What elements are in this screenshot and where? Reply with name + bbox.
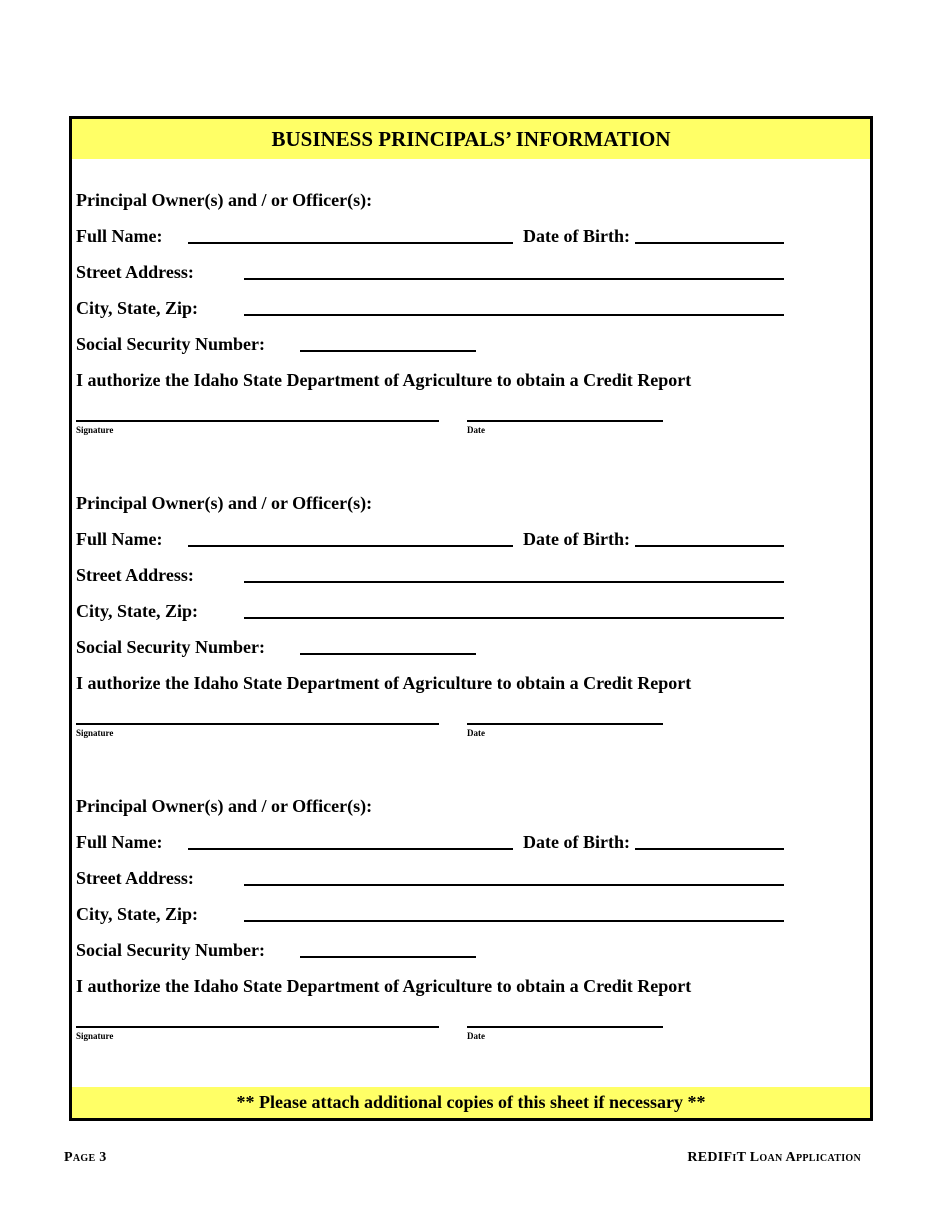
full-name-field[interactable] — [188, 242, 513, 244]
street-address-label: Street Address: — [76, 565, 194, 585]
city-state-zip-field[interactable] — [244, 314, 784, 316]
date-field[interactable] — [467, 420, 663, 422]
street-address-label: Street Address: — [76, 868, 194, 888]
city-state-zip-field[interactable] — [244, 617, 784, 619]
section-heading: Principal Owner(s) and / or Officer(s): — [76, 493, 373, 513]
city-state-zip-label: City, State, Zip: — [76, 601, 199, 621]
city-state-zip-field[interactable] — [244, 920, 784, 922]
date-caption: Date — [467, 1031, 485, 1041]
dob-label: Date of Birth: — [523, 832, 630, 852]
full-name-label: Full Name: — [76, 529, 163, 549]
full-name-field[interactable] — [188, 545, 513, 547]
full-name-field[interactable] — [188, 848, 513, 850]
signature-caption: Signature — [76, 1031, 114, 1041]
page-number: Page 3 — [64, 1150, 107, 1165]
principal-section-1 — [72, 182, 870, 472]
ssn-field[interactable] — [300, 956, 476, 958]
signature-field[interactable] — [76, 1026, 439, 1028]
city-state-zip-label: City, State, Zip: — [76, 904, 199, 924]
document-title: REDIFiT Loan Application — [687, 1150, 861, 1165]
principals-form — [69, 116, 873, 1121]
ssn-field[interactable] — [300, 653, 476, 655]
signature-field[interactable] — [76, 723, 439, 725]
street-address-field[interactable] — [244, 884, 784, 886]
street-address-field[interactable] — [244, 581, 784, 583]
signature-caption: Signature — [76, 425, 114, 435]
authorization-text: I authorize the Idaho State Department of Agriculture to obtain a Credit Report — [76, 976, 692, 996]
street-address-label: Street Address: — [76, 262, 194, 282]
signature-field[interactable] — [76, 420, 439, 422]
section-heading: Principal Owner(s) and / or Officer(s): — [76, 190, 373, 210]
principal-section-3 — [72, 788, 870, 1078]
form-title: BUSINESS PRINCIPALS’ INFORMATION — [72, 119, 870, 159]
street-address-field[interactable] — [244, 278, 784, 280]
section-heading: Principal Owner(s) and / or Officer(s): — [76, 796, 373, 816]
authorization-text: I authorize the Idaho State Department of Agriculture to obtain a Credit Report — [76, 673, 692, 693]
dob-field[interactable] — [635, 848, 784, 850]
dob-label: Date of Birth: — [523, 226, 630, 246]
ssn-label: Social Security Number: — [76, 940, 265, 960]
dob-field[interactable] — [635, 242, 784, 244]
footer-note: ** Please attach additional copies of this sheet if necessary ** — [72, 1087, 870, 1118]
city-state-zip-label: City, State, Zip: — [76, 298, 199, 318]
signature-caption: Signature — [76, 728, 114, 738]
ssn-field[interactable] — [300, 350, 476, 352]
principal-section-2 — [72, 485, 870, 775]
full-name-label: Full Name: — [76, 226, 163, 246]
date-caption: Date — [467, 425, 485, 435]
authorization-text: I authorize the Idaho State Department of Agriculture to obtain a Credit Report — [76, 370, 692, 390]
ssn-label: Social Security Number: — [76, 334, 265, 354]
date-field[interactable] — [467, 723, 663, 725]
date-caption: Date — [467, 728, 485, 738]
date-field[interactable] — [467, 1026, 663, 1028]
ssn-label: Social Security Number: — [76, 637, 265, 657]
full-name-label: Full Name: — [76, 832, 163, 852]
dob-field[interactable] — [635, 545, 784, 547]
dob-label: Date of Birth: — [523, 529, 630, 549]
